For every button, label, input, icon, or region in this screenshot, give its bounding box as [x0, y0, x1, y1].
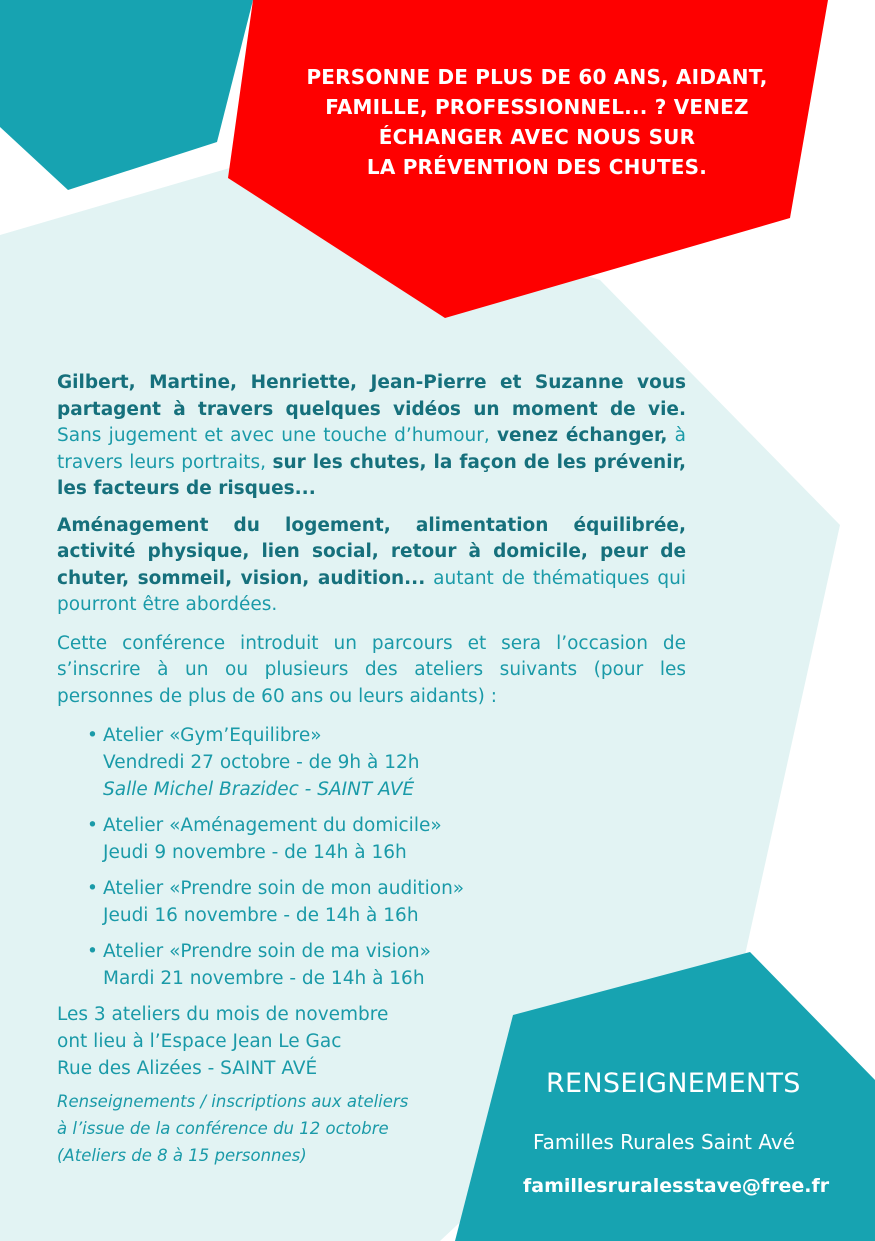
workshop-item [87, 938, 686, 992]
bullet-icon: • [87, 725, 98, 746]
headline-line: PERSONNE DE PLUS DE 60 ANS, AIDANT, [306, 65, 768, 89]
main-content [57, 370, 686, 1169]
venue-line: Les 3 ateliers du mois de novembre [57, 1004, 389, 1025]
bullet-icon: • [87, 815, 98, 836]
workshop-item [87, 875, 686, 929]
venue-line: ont lieu à l’Espace Jean Le Gac [57, 1031, 342, 1052]
intro-paragraph [57, 370, 686, 503]
workshop-item [87, 812, 686, 866]
registration-notes [57, 1088, 686, 1169]
workshop-item [87, 722, 686, 803]
workshop-date: Mardi 21 novembre - de 14h à 16h [103, 968, 425, 989]
note-line: Renseignements / inscriptions aux ateliers [57, 1092, 409, 1111]
contact-title: RENSEIGNEMENTS [546, 1068, 801, 1099]
intro-bold-2: venez échanger, [496, 425, 668, 446]
workshop-title: Atelier «Prendre soin de mon audition» [103, 878, 465, 899]
workshop-place: Salle Michel Brazidec - SAINT AVÉ [103, 779, 415, 800]
bullet-icon: • [87, 878, 98, 899]
workshop-date: Vendredi 27 octobre - de 9h à 12h [103, 752, 420, 773]
workshop-title: Atelier «Aménagement du domicile» [103, 815, 442, 836]
headline-banner [262, 62, 812, 182]
venue-line: Rue des Alizées - SAINT AVÉ [57, 1058, 318, 1079]
headline-line: FAMILLE, PROFESSIONNEL... ? VENEZ [325, 95, 749, 119]
contact-organization: Familles Rurales Saint Avé [533, 1130, 795, 1154]
workshop-title: Atelier «Prendre soin de ma vision» [103, 941, 431, 962]
note-line: (Ateliers de 8 à 15 personnes) [57, 1146, 307, 1165]
bullet-icon: • [87, 941, 98, 962]
intro-text-1: Sans jugement et avec une touche d’humour, [57, 425, 497, 446]
intro-bold-1: Gilbert, Martine, Henriette, Jean-Pierre et Suzanne vous partagent à travers quelques vidéos un moment de vie. [57, 372, 686, 420]
intro-text-2: à travers leurs portraits, [57, 425, 686, 473]
teal-corner-shape [0, 0, 253, 190]
headline-line: ÉCHANGER AVEC NOUS SUR [378, 125, 696, 149]
workshop-title: Atelier «Gym’Equilibre» [103, 725, 322, 746]
conference-paragraph: Cette conférence introduit un parcours et sera l’occasion de s’inscrire à un ou plusieurs des ateliers suivants (pour les personnes de plus de 60 ans ou leurs aidants) : [57, 632, 686, 707]
themes-bold: Aménagement du logement, alimentation équilibrée, activité physique, lien social, retour à domicile, peur de chuter, sommeil, vision, audition... [57, 514, 686, 589]
intro-bold-3: sur les chutes, la façon de les prévenir, les facteurs de risques... [57, 451, 686, 499]
headline-line: LA PRÉVENTION DES CHUTES. [366, 155, 708, 179]
themes-text: autant de thématiques qui pourront être abordées. [57, 567, 686, 615]
workshop-list [57, 722, 686, 992]
note-line: à l’issue de la conférence du 12 octobre [57, 1119, 389, 1138]
contact-email-link[interactable]: famillesruralesstave@free.fr [523, 1175, 830, 1197]
workshop-date: Jeudi 9 novembre - de 14h à 16h [103, 842, 407, 863]
workshop-date: Jeudi 16 novembre - de 14h à 16h [103, 905, 419, 926]
themes-paragraph [57, 513, 686, 619]
